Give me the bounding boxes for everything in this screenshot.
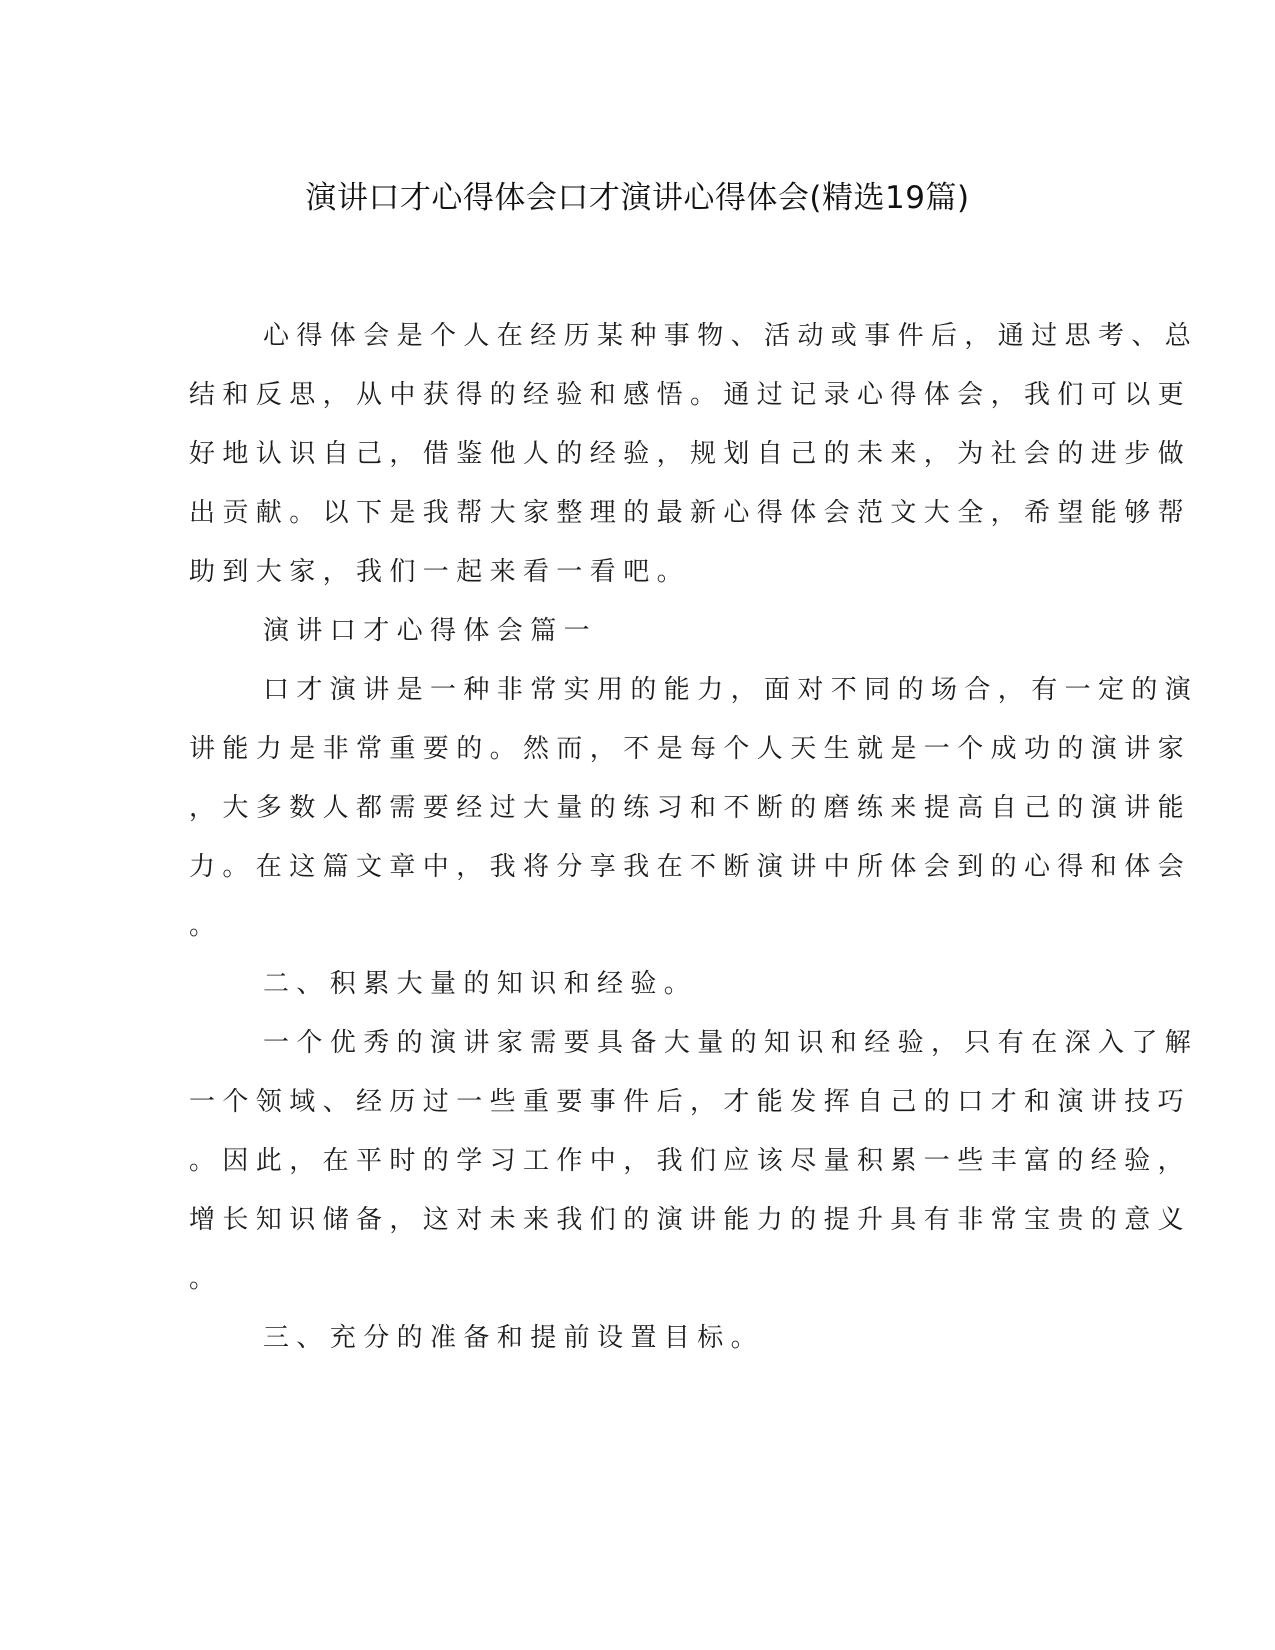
paragraph-line: 一个优秀的演讲家需要具备大量的知识和经验，只有在深入了解 [263, 1028, 1199, 1058]
section-heading: 二、积累大量的知识和经验。 [263, 969, 698, 999]
paragraph-line: 好地认识自己，借鉴他人的经验，规划自己的未来，为社会的进步做 [189, 439, 1192, 469]
paragraph-line: 。因此，在平时的学习工作中，我们应该尽量积累一些丰富的经验， [189, 1146, 1192, 1176]
paragraph-line: 。 [189, 1264, 223, 1294]
paragraph-line: 结和反思，从中获得的经验和感悟。通过记录心得体会，我们可以更 [189, 380, 1192, 410]
section-heading: 三、充分的准备和提前设置目标。 [263, 1323, 765, 1353]
paragraph-line: 一个领域、经历过一些重要事件后，才能发挥自己的口才和演讲技巧 [189, 1087, 1192, 1117]
paragraph-line: 口才演讲是一种非常实用的能力，面对不同的场合，有一定的演 [263, 675, 1199, 705]
paragraph-line: ，大多数人都需要经过大量的练习和不断的磨练来提高自己的演讲能 [189, 793, 1192, 823]
document-title: 演讲口才心得体会口才演讲心得体会(精选19篇) [305, 180, 970, 216]
section-heading: 演讲口才心得体会篇一 [263, 616, 598, 646]
paragraph-line: 讲能力是非常重要的。然而，不是每个人天生就是一个成功的演讲家 [189, 734, 1192, 764]
paragraph-line: 增长知识储备，这对未来我们的演讲能力的提升具有非常宝贵的意义 [189, 1205, 1192, 1235]
paragraph-line: 出贡献。以下是我帮大家整理的最新心得体会范文大全，希望能够帮 [189, 498, 1192, 528]
paragraph-line: 心得体会是个人在经历某种事物、活动或事件后，通过思考、总 [263, 321, 1199, 351]
paragraph-line: 力。在这篇文章中，我将分享我在不断演讲中所体会到的心得和体会 [189, 852, 1192, 882]
paragraph-line: 助到大家，我们一起来看一看吧。 [189, 557, 691, 587]
paragraph-line: 。 [189, 911, 223, 941]
